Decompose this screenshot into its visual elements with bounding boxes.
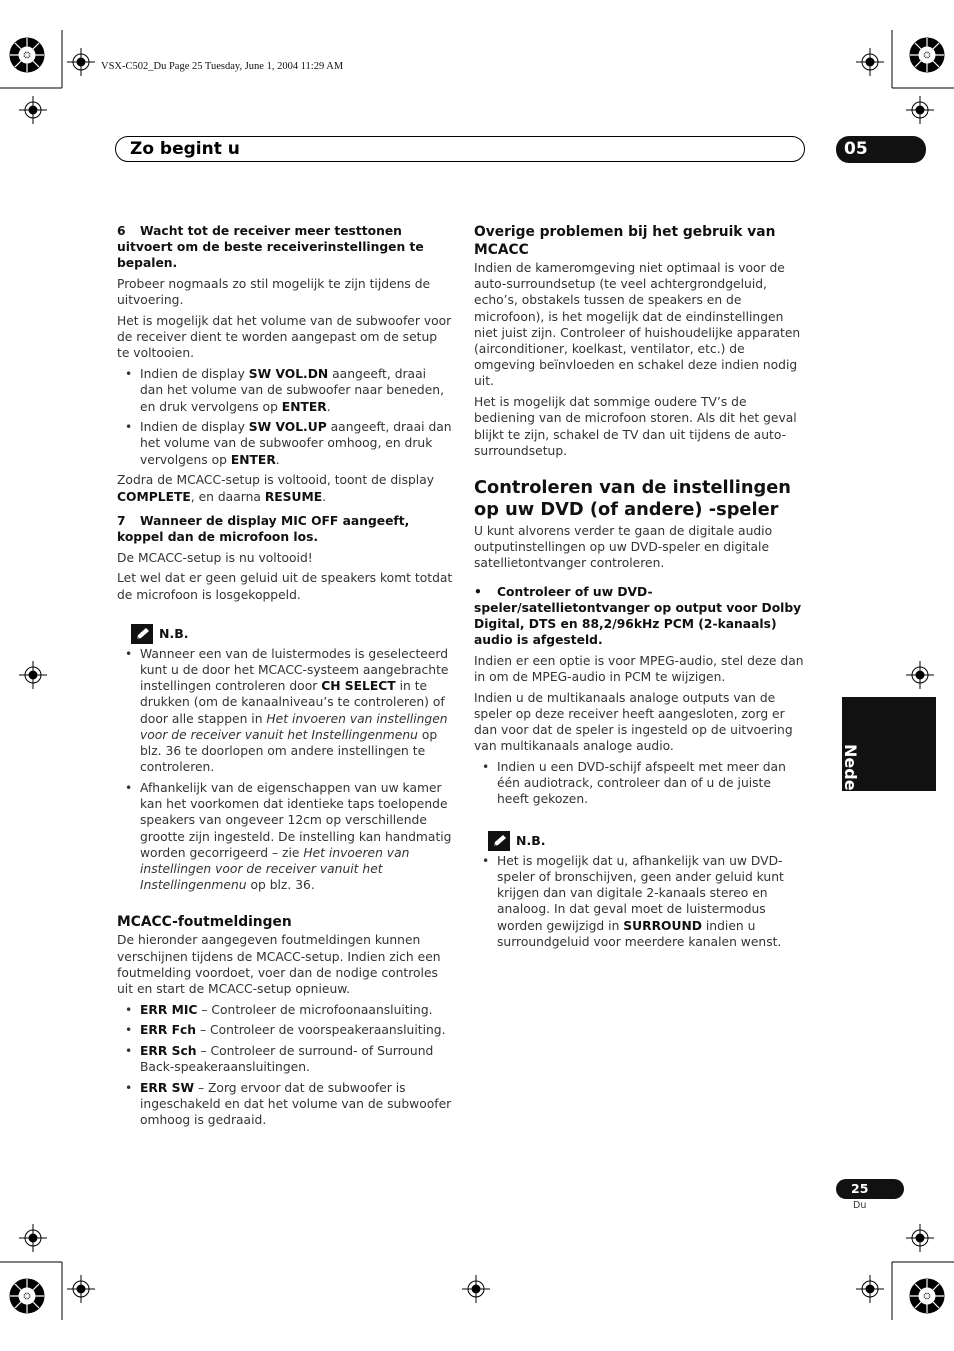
starburst-icon xyxy=(910,38,944,72)
list-item: • Het is mogelijk dat u, afhankelijk van uw DVD-speler of bronschijven, geen ander geluid kunt krijgen dan van digitale 2-kanaals stereo en analoog. In dat geval moet de luistermodus worden gewijzigd in SURROUND indien u surroundgeluid voor meerdere kanalen wenst. xyxy=(474,853,806,950)
left-column xyxy=(117,223,453,1133)
starburst-icon xyxy=(10,1279,44,1313)
step-7: 7 Wanneer de display MIC OFF aangeeft, koppel dan de microfoon los. xyxy=(117,513,410,544)
section-heading: MCACC-foutmeldingen xyxy=(117,914,292,931)
paragraph: Het is mogelijk dat het volume van de subwoofer voor de receiver dient te worden aangepast om de setup te voltooien. xyxy=(117,314,452,361)
chapter-badge: 05 xyxy=(836,136,926,163)
crosshair-icon xyxy=(462,1275,490,1303)
page-title: Zo begint u xyxy=(130,139,240,159)
crosshair-icon xyxy=(856,48,884,76)
note-label: N.B. xyxy=(159,625,189,641)
paragraph: Probeer nogmaals zo stil mogelijk te zijn tijdens de uitvoering. xyxy=(117,277,431,308)
crosshair-icon xyxy=(19,1224,47,1252)
language-tab xyxy=(841,697,936,848)
crosshair-icon xyxy=(906,661,934,689)
section-heading: Overige problemen bij het gebruik van MCACC xyxy=(474,224,776,258)
list-item: • ERR Fch – Controleer de voorspeakeraansluiting. xyxy=(117,1022,453,1038)
paragraph: Zodra de MCACC-setup is voltooid, toont de display COMPLETE, en daarna RESUME. xyxy=(117,473,435,504)
crosshair-icon xyxy=(19,661,47,689)
bullet-list xyxy=(117,366,453,468)
crosshair-icon xyxy=(906,1224,934,1252)
page-language-code: Du xyxy=(853,1200,867,1211)
crosshair-icon xyxy=(906,96,934,124)
bullet-list xyxy=(474,759,806,808)
paragraph: Indien de kameromgeving niet optimaal is voor de auto-surroundsetup (te veel achtergrondgeluid, echo’s, obstakels tussen de speakers en de microfoon), is het mogelijk dat de eindinstellingen niet juist zijn. Controleer of huishoudelijke apparaten (airconditioner, koelkast, ventilator, etc.) de omgeving beïnvloeden en schakel deze indien nodig uit. xyxy=(474,261,801,389)
print-info: VSX-C502_Du Page 25 Tuesday, June 1, 2004 11:29 AM xyxy=(101,61,344,72)
paragraph: Let wel dat er geen geluid uit de speakers komt totdat de microfoon is losgekoppeld. xyxy=(117,571,453,602)
paragraph: U kunt alvorens verder te gaan de digitale audio outputinstellingen op uw DVD-speler en digitale satellietontvanger controleren. xyxy=(474,523,773,571)
note-header xyxy=(131,623,453,645)
paragraph: De MCACC-setup is nu voltooid! xyxy=(117,550,313,565)
paragraph: De hieronder aangegeven foutmeldingen kunnen verschijnen tijdens de MCACC-setup. Indien zich een foutmelding voordoet, voer dan de nodige controles uit en start de MCACC-setup opnieuw. xyxy=(117,933,441,996)
list-item: • Indien u een DVD-schijf afspeelt met meer dan één audiotrack, controleer dan of u de juiste heeft gekozen. xyxy=(474,759,806,808)
pencil-note-icon xyxy=(131,624,153,644)
crosshair-icon xyxy=(19,96,47,124)
list-item: • Indien de display SW VOL.UP aangeeft, draai dan het volume van de subwoofer omhoog, en druk vervolgens op ENTER. xyxy=(117,419,453,468)
paragraph: Indien u de multikanaals analoge outputs van de speler op deze receiver heeft aangesloten, zorg er dan voor dat de speler is ingesteld op de uitvoering van multikanaals analoge audio. xyxy=(474,690,793,754)
note-header xyxy=(488,830,806,852)
list-item: • ERR Sch – Controleer de surround- of Surround Back-speakeraansluitingen. xyxy=(117,1043,453,1075)
list-item: • ERR MIC – Controleer de microfoonaansluiting. xyxy=(117,1002,453,1018)
list-item: • Afhankelijk van de eigenschappen van uw kamer kan het voorkomen dat identieke taps toelopende speakers van ongeveer 12cm op verschillende grootte zijn ingesteld. De instelling kan handmatig worden gecorrigeerd – zie Het invoeren van instellingen voor de receiver vanuit het Instellingenmenu op blz. 36. xyxy=(117,780,453,893)
crosshair-icon xyxy=(856,1275,884,1303)
crosshair-icon xyxy=(67,1275,95,1303)
starburst-icon xyxy=(10,38,44,72)
list-item: • Wanneer een van de luistermodes is geselecteerd kunt u de door het MCACC-systeem aangebrachte instellingen controleren door CH SELECT in te drukken (om de kanaalniveau’s te controleren) of door alle stappen in Het invoeren van instellingen voor de receiver vanuit het Instellingenmenu op blz. 36 te doorlopen om andere instellingen te controleren. xyxy=(117,646,453,776)
list-item: • ERR SW – Zorg ervoor dat de subwoofer is ingeschakeld en dat het volume van de subwoofer omhoog is gedraaid. xyxy=(117,1080,453,1129)
paragraph: Indien er een optie is voor MPEG-audio, stel deze dan in om de MPEG-audio in PCM te wijzigen. xyxy=(474,653,804,685)
paragraph: Het is mogelijk dat sommige oudere TV’s de bediening van de microfoon storen. Als dit het geval blijkt te zijn, schakel de TV dan uit tijdens de auto-surroundsetup. xyxy=(474,395,797,458)
error-list xyxy=(117,1002,453,1129)
section-heading: Controleren van de instellingen op uw DVD (of andere) -speler xyxy=(474,476,791,520)
bold-bullet: • Controleer of uw DVD-speler/satellietontvanger op output voor Dolby Digital, DTS en 88,2/96kHz PCM (2-kanaals) audio is afgesteld. xyxy=(474,584,802,648)
note-list xyxy=(474,853,806,950)
step-6: 6 Wacht tot de receiver meer testtonen uitvoert om de beste receiverinstellingen te bepalen. xyxy=(117,224,424,271)
pencil-note-icon xyxy=(488,831,510,851)
page-number: 25 xyxy=(836,1179,904,1199)
note-label: N.B. xyxy=(516,832,546,848)
language-tab-label: Nederlands xyxy=(841,744,860,848)
crosshair-icon xyxy=(67,48,95,76)
list-item: • Indien de display SW VOL.DN aangeeft, draai dan het volume van de subwoofer naar beneden, en druk vervolgens op ENTER. xyxy=(117,366,453,415)
right-column xyxy=(474,223,806,954)
note-list xyxy=(117,646,453,894)
starburst-icon xyxy=(910,1279,944,1313)
